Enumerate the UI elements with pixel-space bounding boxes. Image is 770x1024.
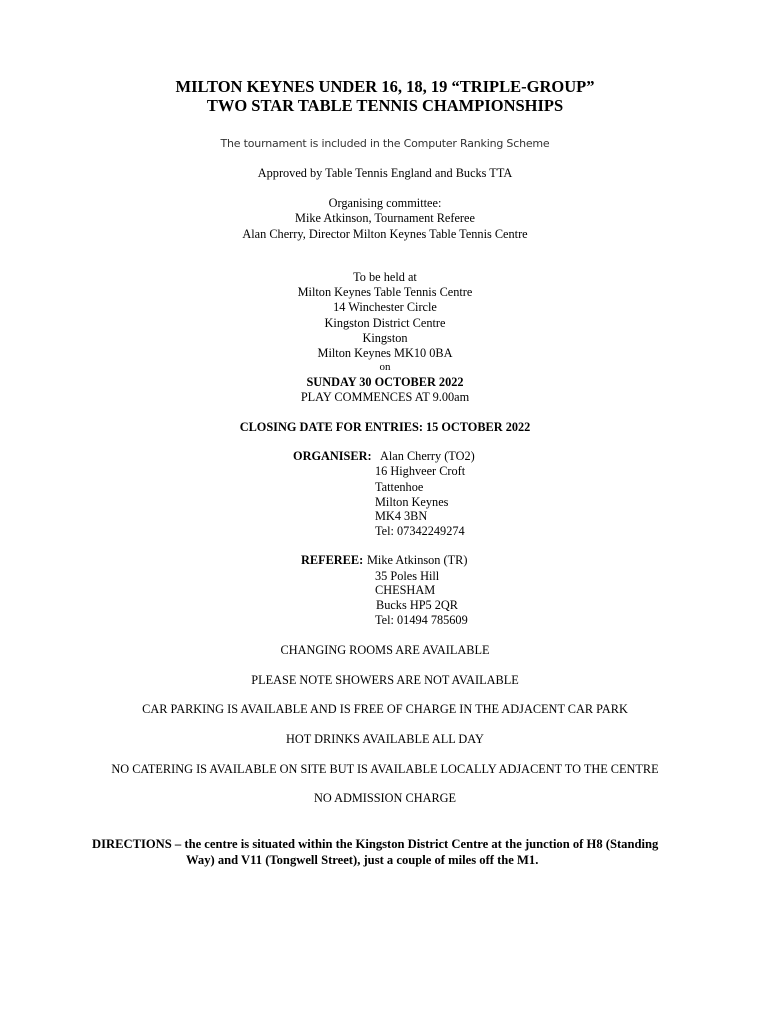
- title-line-1: MILTON KEYNES UNDER 16, 18, 19 “TRIPLE-GROUP”: [175, 77, 595, 96]
- venue-intro: To be held at: [353, 270, 417, 284]
- event-date: SUNDAY 30 OCTOBER 2022: [306, 375, 464, 389]
- organiser-label: ORGANISER:: [293, 449, 372, 463]
- ranking-note: The tournament is included in the Computer Ranking Scheme: [220, 137, 550, 150]
- referee-address-line: 35 Poles Hill: [375, 569, 440, 583]
- notice-parking: CAR PARKING IS AVAILABLE AND IS FREE OF CHARGE IN THE ADJACENT CAR PARK: [142, 702, 628, 716]
- referee-address-line: Bucks HP5 2QR: [376, 598, 458, 612]
- notice-showers: PLEASE NOTE SHOWERS ARE NOT AVAILABLE: [251, 673, 519, 687]
- title-line-2: TWO STAR TABLE TENNIS CHAMPIONSHIPS: [206, 96, 564, 115]
- closing-date: CLOSING DATE FOR ENTRIES: 15 OCTOBER 2022: [239, 420, 531, 434]
- venue-line: Kingston: [362, 331, 408, 345]
- organiser-address-line: Milton Keynes: [375, 495, 449, 509]
- referee-tel: Tel: 01494 785609: [375, 613, 468, 627]
- venue-line: Kingston District Centre: [324, 316, 446, 330]
- notice-admission: NO ADMISSION CHARGE: [313, 791, 457, 805]
- notice-changing-rooms: CHANGING ROOMS ARE AVAILABLE: [280, 643, 490, 657]
- committee-member: Mike Atkinson, Tournament Referee: [295, 211, 475, 225]
- organiser-name: Alan Cherry (TO2): [380, 449, 475, 463]
- organiser-tel: Tel: 07342249274: [375, 524, 465, 538]
- venue-on: on: [379, 361, 391, 373]
- committee-member: Alan Cherry, Director Milton Keynes Table Tennis Centre: [242, 227, 528, 241]
- start-time: PLAY COMMENCES AT 9.00am: [300, 390, 470, 404]
- directions-line-1: DIRECTIONS – the centre is situated within the Kingston District Centre at the junction of H8 (Standing: [92, 837, 659, 851]
- referee-label: REFEREE:: [301, 553, 364, 567]
- referee-address-line: CHESHAM: [375, 583, 436, 597]
- referee-name: Mike Atkinson (TR): [367, 553, 468, 567]
- committee-heading: Organising committee:: [328, 196, 442, 210]
- organiser-address-line: 16 Highveer Croft: [375, 464, 466, 478]
- organiser-address-line: Tattenhoe: [375, 480, 424, 494]
- organiser-address-line: MK4 3BN: [375, 509, 428, 523]
- notice-catering: NO CATERING IS AVAILABLE ON SITE BUT IS AVAILABLE LOCALLY ADJACENT TO THE CENTRE: [111, 762, 659, 776]
- directions-line-2: Way) and V11 (Tongwell Street), just a couple of miles off the M1.: [186, 853, 539, 867]
- venue-line: 14 Winchester Circle: [333, 300, 437, 314]
- venue-line: Milton Keynes MK10 0BA: [317, 346, 453, 360]
- venue-line: Milton Keynes Table Tennis Centre: [297, 285, 473, 299]
- approval-text: Approved by Table Tennis England and Bucks TTA: [257, 166, 513, 180]
- notice-hot-drinks: HOT DRINKS AVAILABLE ALL DAY: [286, 732, 484, 746]
